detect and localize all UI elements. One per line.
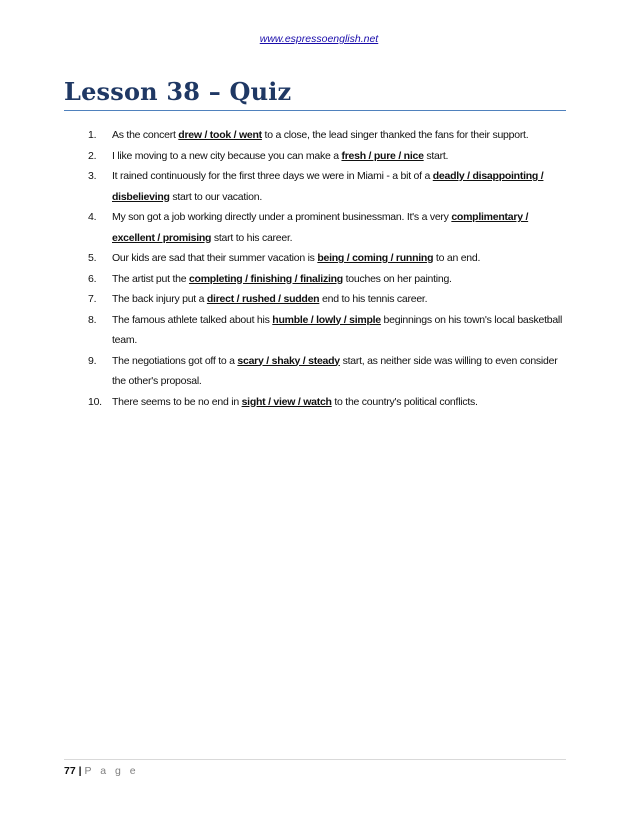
item-number: 8. [88, 313, 97, 326]
quiz-item-1 [88, 125, 566, 146]
item-text-after: to a close, the lead singer thanked the fans for their support. [261, 129, 529, 141]
answer-choices[interactable]: being / coming / running [317, 252, 434, 264]
item-number: 9. [88, 354, 97, 367]
footer-divider [64, 759, 566, 760]
answer-choices[interactable]: complimentary / excellent / promising [112, 211, 529, 244]
answer-choices[interactable]: humble / lowly / simple [272, 313, 381, 326]
item-text-after: start to his career. [211, 231, 293, 244]
footer-separator: | [78, 765, 82, 777]
quiz-item-5 [88, 248, 566, 269]
item-text-before: It rained continuously for the first three days we were in Miami - a bit of a [112, 170, 433, 182]
website-link[interactable]: www.espressoenglish.net [259, 33, 379, 45]
quiz-item-3 [88, 166, 566, 207]
item-text-before: The artist put the [112, 272, 189, 285]
answer-choices[interactable]: drew / took / went [178, 129, 262, 141]
item-text-before: There seems to be no end in [112, 395, 242, 408]
quiz-item-8 [88, 310, 566, 351]
page-footer [64, 764, 139, 778]
quiz-item-2 [88, 146, 566, 167]
page-number: 77 [64, 765, 76, 777]
quiz-item-4 [88, 207, 566, 248]
page-title: Lesson 38 – Quiz [64, 77, 292, 106]
item-number: 7. [88, 293, 97, 305]
item-number: 1. [88, 129, 97, 141]
answer-choices[interactable]: sight / view / watch [241, 395, 332, 408]
answer-choices[interactable]: fresh / pure / nice [341, 149, 424, 162]
item-text-after: start to our vacation. [169, 190, 262, 203]
item-text-after: end to his tennis career. [319, 293, 428, 305]
answer-choices[interactable]: completing / finishing / finalizing [188, 272, 343, 285]
item-text-before: The back injury put a [112, 293, 207, 305]
item-number: 4. [88, 211, 97, 223]
item-text-before: As the concert [112, 129, 179, 141]
item-number: 6. [88, 272, 97, 285]
item-text-before: The negotiations got off to a [112, 354, 238, 367]
item-text-before: Our kids are sad that their summer vacation is [112, 252, 318, 264]
answer-choices[interactable]: deadly / disappointing / disbelieving [112, 170, 544, 203]
quiz-item-9 [88, 351, 566, 392]
quiz-item-7 [88, 289, 566, 310]
item-text-after: to the country's political conflicts. [331, 395, 478, 408]
item-number: 5. [88, 252, 97, 264]
item-text-after: touches on her painting. [342, 272, 452, 285]
answer-choices[interactable]: direct / rushed / sudden [206, 293, 320, 305]
item-number: 10. [88, 395, 102, 408]
item-text-before: The famous athlete talked about his [112, 313, 273, 326]
quiz-item-10 [88, 392, 566, 413]
item-number: 2. [88, 149, 97, 162]
item-text-after: to an end. [433, 252, 481, 264]
item-number: 3. [88, 170, 97, 182]
quiz-list [88, 125, 566, 412]
page-label: P a g e [84, 765, 139, 777]
item-text-after: start. [423, 149, 449, 162]
item-text-before: I like moving to a new city because you can make a [112, 149, 342, 162]
item-text-after: beginnings on his town's local basketball team. [112, 313, 563, 346]
item-text-before: My son got a job working directly under a prominent businessman. It's a very [112, 211, 452, 223]
item-text-after: start, as neither side was willing to even consider the other's proposal. [112, 354, 558, 387]
answer-choices[interactable]: scary / shaky / steady [237, 354, 340, 367]
title-divider [64, 110, 566, 111]
quiz-item-6 [88, 269, 566, 290]
